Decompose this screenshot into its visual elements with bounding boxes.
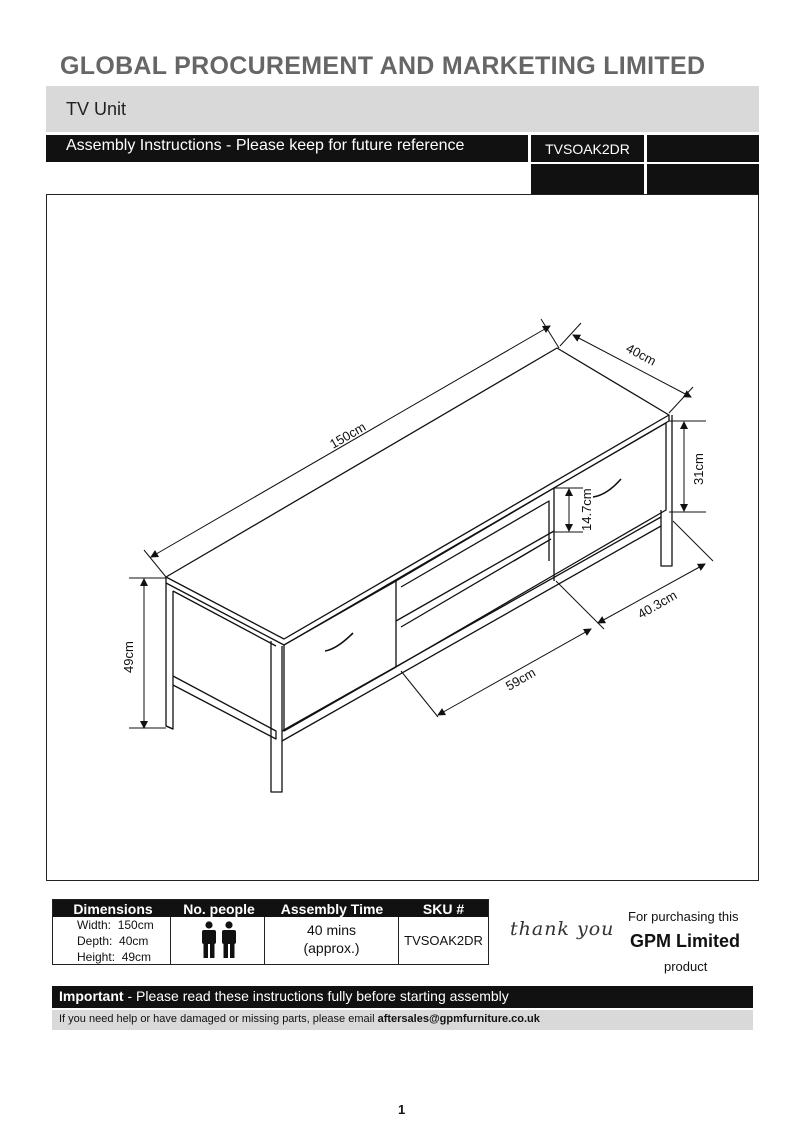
label-depth: 40cm: [623, 340, 659, 369]
dim-width-row: [77, 917, 154, 933]
back-left-leg: [166, 726, 173, 729]
dim-depth-value: 40cm: [119, 934, 149, 948]
thank-you-script: thank you: [510, 918, 615, 940]
spec-table: [52, 899, 489, 965]
label-bottom-depth: 40.3cm: [635, 587, 680, 622]
header-cell-blank-2: [531, 164, 644, 194]
important-label: Important: [59, 988, 124, 1004]
dim-width-label: Width:: [77, 918, 112, 932]
dim-depth-row: [77, 933, 148, 949]
dim-height-label: Height:: [77, 950, 116, 964]
product-name: TV Unit: [66, 99, 127, 119]
important-notice: [59, 988, 509, 1004]
dimensions-cell: [53, 917, 171, 964]
help-notice: [59, 1013, 540, 1025]
spec-header-dimensions: Dimensions: [53, 900, 173, 917]
diagram-frame: [46, 194, 759, 881]
label-height: 49cm: [121, 641, 136, 673]
thanks-line-1: For purchasing this: [628, 909, 739, 924]
help-email[interactable]: aftersales@gpmfurniture.co.uk: [377, 1013, 540, 1025]
people-cell: [171, 917, 265, 964]
header-cell-blank-1: [647, 135, 759, 162]
dim-depth-label: Depth:: [77, 934, 113, 948]
time-value: 40 mins: [306, 922, 357, 938]
product-bar: [46, 86, 759, 132]
page-number: 1: [398, 1102, 406, 1117]
dim-height-row: [77, 949, 151, 965]
spec-header-sku: SKU #: [399, 900, 488, 917]
spec-header-people: No. people: [173, 900, 265, 917]
two-people-icon: [199, 921, 239, 959]
label-width: 150cm: [327, 419, 369, 452]
important-text: - Please read these instructions fully before starting assembly: [123, 988, 509, 1004]
sku-header-text: TVSOAK2DR: [545, 140, 630, 157]
label-shelf-width: 59cm: [503, 664, 539, 694]
company-title: GLOBAL PROCUREMENT AND MARKETING LIMITED: [60, 52, 706, 80]
thanks-line-2: product: [664, 959, 708, 974]
front-left-leg: [271, 641, 282, 792]
instructions-text: Assembly Instructions - Please keep for future reference: [66, 137, 465, 154]
label-shelf-height: 14.7cm: [579, 488, 594, 531]
sku-value: TVSOAK2DR: [404, 933, 483, 948]
help-text: If you need help or have damaged or missing parts, please email: [59, 1013, 378, 1025]
label-top-height: 31cm: [691, 453, 706, 485]
time-cell: [265, 917, 399, 964]
spec-header-time: Assembly Time: [265, 900, 399, 917]
tv-unit-diagram: [47, 195, 760, 882]
dim-height-value: 49cm: [121, 950, 152, 964]
sku-cell: [399, 917, 488, 964]
dim-width-value: 150cm: [117, 918, 154, 932]
brand-name: GPM Limited: [630, 931, 741, 951]
header-cell-blank-3: [647, 164, 759, 194]
sku-header-cell: [531, 135, 644, 162]
time-approx: (approx.): [303, 940, 360, 956]
dim-line-shelf-width: [438, 629, 591, 715]
